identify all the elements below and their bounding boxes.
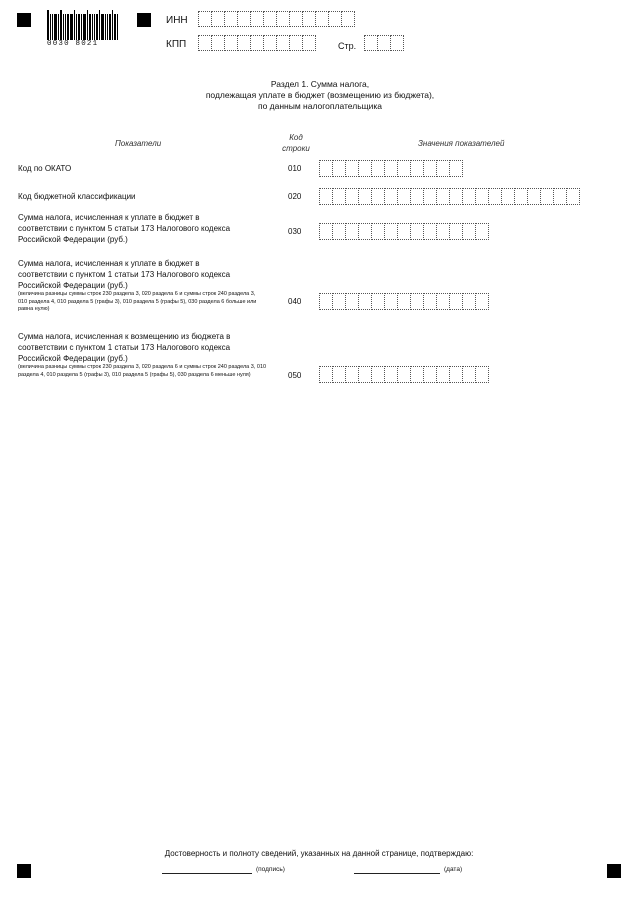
barcode-bar xyxy=(60,10,62,40)
value-cell[interactable] xyxy=(436,366,450,383)
value-cell[interactable] xyxy=(423,366,437,383)
barcode-bar xyxy=(94,14,95,40)
page-cell[interactable] xyxy=(377,35,391,51)
value-cell[interactable] xyxy=(345,160,359,177)
row-030-code: 030 xyxy=(288,227,302,236)
barcode-bar xyxy=(67,14,69,40)
inn-cell[interactable] xyxy=(211,11,225,27)
row-010-value-field[interactable] xyxy=(319,160,462,177)
value-cell[interactable] xyxy=(410,188,424,205)
value-cell[interactable] xyxy=(345,293,359,310)
value-cell[interactable] xyxy=(358,160,372,177)
value-cell[interactable] xyxy=(397,366,411,383)
kpp-cell[interactable] xyxy=(250,35,264,51)
value-cell[interactable] xyxy=(319,160,333,177)
inn-field[interactable] xyxy=(198,11,354,27)
value-cell[interactable] xyxy=(423,223,437,240)
value-cell[interactable] xyxy=(462,293,476,310)
value-cell[interactable] xyxy=(475,366,489,383)
value-cell[interactable] xyxy=(332,188,346,205)
value-cell[interactable] xyxy=(514,188,528,205)
barcode-bars xyxy=(47,8,122,40)
barcode-bar xyxy=(54,14,57,40)
barcode-bar xyxy=(99,10,100,40)
value-cell[interactable] xyxy=(332,160,346,177)
page-cell[interactable] xyxy=(364,35,378,51)
value-cell[interactable] xyxy=(358,366,372,383)
value-cell[interactable] xyxy=(475,223,489,240)
value-cell[interactable] xyxy=(384,223,398,240)
barcode-bar xyxy=(74,10,75,40)
barcode-bar xyxy=(101,14,104,40)
barcode-bar xyxy=(52,14,53,40)
row-050-code: 050 xyxy=(288,371,302,380)
value-cell[interactable] xyxy=(449,188,463,205)
value-cell[interactable] xyxy=(436,293,450,310)
inn-cell[interactable] xyxy=(289,11,303,27)
barcode-bar xyxy=(63,14,64,40)
kpp-label: КПП xyxy=(166,39,187,50)
value-cell[interactable] xyxy=(436,160,450,177)
value-cell[interactable] xyxy=(371,223,385,240)
value-cell[interactable] xyxy=(397,188,411,205)
value-cell[interactable] xyxy=(345,188,359,205)
row-040-note: (величина разницы суммы строк 230 раздела 3, 020 раздела 6 и суммы строк 240 раздела 3, 010 раздела 4, 010 раздела 5 (графы 3), 010 раздела 5 (графы 5), 030 раздела 6 больше или равна нулю) xyxy=(18,291,257,312)
value-cell[interactable] xyxy=(423,293,437,310)
inn-cell[interactable] xyxy=(302,11,316,27)
value-cell[interactable] xyxy=(345,223,359,240)
value-cell[interactable] xyxy=(423,160,437,177)
value-cell[interactable] xyxy=(553,188,567,205)
column-header-code-line-1: Код xyxy=(289,133,303,142)
value-cell[interactable] xyxy=(449,366,463,383)
date-line[interactable] xyxy=(354,873,440,874)
row-050-value-field[interactable] xyxy=(319,366,488,383)
value-cell[interactable] xyxy=(488,188,502,205)
value-cell[interactable] xyxy=(358,223,372,240)
barcode-bar xyxy=(96,14,98,40)
kpp-field[interactable] xyxy=(198,35,315,51)
kpp-cell[interactable] xyxy=(237,35,251,51)
date-label: (дата) xyxy=(444,866,463,873)
column-header-indicators: Показатели xyxy=(115,139,162,148)
value-cell[interactable] xyxy=(319,223,333,240)
barcode-bar xyxy=(109,14,111,40)
value-cell[interactable] xyxy=(566,188,580,205)
value-cell[interactable] xyxy=(449,160,463,177)
barcode xyxy=(47,8,122,48)
barcode-bar xyxy=(114,14,116,40)
barcode-bar xyxy=(89,14,91,40)
value-cell[interactable] xyxy=(358,188,372,205)
value-cell[interactable] xyxy=(501,188,515,205)
row-030-label: Сумма налога, исчисленная к уплате в бюджет в соответствии с пунктом 5 статьи 173 Налогового кодекса Российской Федерации (руб.) xyxy=(18,213,231,244)
kpp-cell[interactable] xyxy=(276,35,290,51)
corner-marker-bottom-right xyxy=(607,864,621,878)
signature-line[interactable] xyxy=(162,873,252,874)
barcode-bar xyxy=(76,14,77,40)
barcode-bar xyxy=(81,14,82,40)
value-cell[interactable] xyxy=(384,160,398,177)
barcode-bar xyxy=(83,14,86,40)
barcode-bar xyxy=(50,14,51,40)
value-cell[interactable] xyxy=(540,188,554,205)
value-cell[interactable] xyxy=(436,188,450,205)
barcode-bar xyxy=(70,14,73,40)
row-010-code: 010 xyxy=(288,164,302,173)
inn-cell[interactable] xyxy=(328,11,342,27)
value-cell[interactable] xyxy=(384,293,398,310)
column-header-code xyxy=(278,132,314,154)
value-cell[interactable] xyxy=(462,188,476,205)
inn-cell[interactable] xyxy=(198,11,212,27)
value-cell[interactable] xyxy=(475,293,489,310)
row-020-label: Код бюджетной классификации xyxy=(18,192,136,201)
value-cell[interactable] xyxy=(332,293,346,310)
value-cell[interactable] xyxy=(397,223,411,240)
value-cell[interactable] xyxy=(371,366,385,383)
section-title-line-3: по данным налогоплательщика xyxy=(257,101,383,111)
barcode-bar xyxy=(58,14,59,40)
value-cell[interactable] xyxy=(449,293,463,310)
value-cell[interactable] xyxy=(358,293,372,310)
row-040-label: Сумма налога, исчисленная к уплате в бюджет в соответствии с пунктом 1 статьи 173 Налогового кодекса Российской Федерации (руб.) xyxy=(18,259,231,290)
value-cell[interactable] xyxy=(397,293,411,310)
value-cell[interactable] xyxy=(527,188,541,205)
row-020-code: 020 xyxy=(288,192,302,201)
inn-cell[interactable] xyxy=(224,11,238,27)
value-cell[interactable] xyxy=(397,160,411,177)
inn-cell[interactable] xyxy=(276,11,290,27)
corner-marker-bottom-left xyxy=(17,864,31,878)
value-cell[interactable] xyxy=(332,223,346,240)
value-cell[interactable] xyxy=(449,223,463,240)
barcode-bar xyxy=(117,14,118,40)
value-cell[interactable] xyxy=(371,160,385,177)
barcode-bar xyxy=(65,14,66,40)
column-header-code-line-2: строки xyxy=(282,144,310,153)
value-cell[interactable] xyxy=(371,188,385,205)
value-cell[interactable] xyxy=(462,223,476,240)
value-cell[interactable] xyxy=(436,223,450,240)
column-header-values: Значения показателей xyxy=(418,139,505,148)
value-cell[interactable] xyxy=(332,366,346,383)
kpp-cell[interactable] xyxy=(302,35,316,51)
row-050-description xyxy=(18,331,270,379)
value-cell[interactable] xyxy=(410,293,424,310)
row-010-label: Код по ОКАТО xyxy=(18,164,72,173)
signature-label: (подпись) xyxy=(256,866,285,873)
kpp-cell[interactable] xyxy=(198,35,212,51)
value-cell[interactable] xyxy=(423,188,437,205)
barcode-bar xyxy=(92,14,93,40)
row-040-code: 040 xyxy=(288,297,302,306)
value-cell[interactable] xyxy=(345,366,359,383)
inn-label: ИНН xyxy=(166,15,188,26)
confirmation-text: Достоверность и полноту сведений, указанных на данной странице, подтверждаю: xyxy=(164,849,474,858)
inn-cell[interactable] xyxy=(315,11,329,27)
kpp-cell[interactable] xyxy=(289,35,303,51)
value-cell[interactable] xyxy=(319,293,333,310)
inn-cell[interactable] xyxy=(237,11,251,27)
value-cell[interactable] xyxy=(319,366,333,383)
row-050-label: Сумма налога, исчисленная к возмещению из бюджета в соответствии с пунктом 1 статьи 173 Налогового кодекса Российской Федерации (руб.) xyxy=(18,332,231,363)
value-cell[interactable] xyxy=(475,188,489,205)
page-number-field[interactable] xyxy=(364,35,403,51)
inn-cell[interactable] xyxy=(250,11,264,27)
inn-cell[interactable] xyxy=(341,11,355,27)
section-title-line-1: Раздел 1. Сумма налога, xyxy=(270,79,370,89)
value-cell[interactable] xyxy=(384,366,398,383)
row-040-value-field[interactable] xyxy=(319,293,488,310)
barcode-number: 0030 8021 xyxy=(47,40,99,48)
kpp-cell[interactable] xyxy=(224,35,238,51)
row-030-value-field[interactable] xyxy=(319,223,488,240)
barcode-bar xyxy=(107,14,108,40)
page-label: Стр. xyxy=(338,41,357,51)
value-cell[interactable] xyxy=(410,223,424,240)
barcode-bar xyxy=(112,10,113,40)
value-cell[interactable] xyxy=(462,366,476,383)
barcode-bar xyxy=(47,10,49,40)
inn-cell[interactable] xyxy=(263,11,277,27)
row-040-description xyxy=(18,258,266,314)
kpp-cell[interactable] xyxy=(263,35,277,51)
barcode-bar xyxy=(105,14,106,40)
section-title-line-2: подлежащая уплате в бюджет (возмещению из бюджета), xyxy=(205,90,435,100)
value-cell[interactable] xyxy=(410,160,424,177)
value-cell[interactable] xyxy=(384,188,398,205)
value-cell[interactable] xyxy=(319,188,333,205)
page-cell[interactable] xyxy=(390,35,404,51)
corner-marker-top-center xyxy=(137,13,151,27)
barcode-bar xyxy=(87,10,88,40)
value-cell[interactable] xyxy=(410,366,424,383)
corner-marker-top-left xyxy=(17,13,31,27)
kpp-cell[interactable] xyxy=(211,35,225,51)
row-020-value-field[interactable] xyxy=(319,188,579,205)
row-050-note: (величина разницы суммы строк 230 раздела 3, 020 раздела 6 и суммы строк 240 раздела 3, 010 раздела 4, 010 раздела 5 (графы 3), 010 раздела 5 (графы 5), 030 раздела 6 меньше нуля) xyxy=(18,364,267,378)
barcode-bar xyxy=(78,14,80,40)
value-cell[interactable] xyxy=(371,293,385,310)
section-title xyxy=(140,79,500,112)
